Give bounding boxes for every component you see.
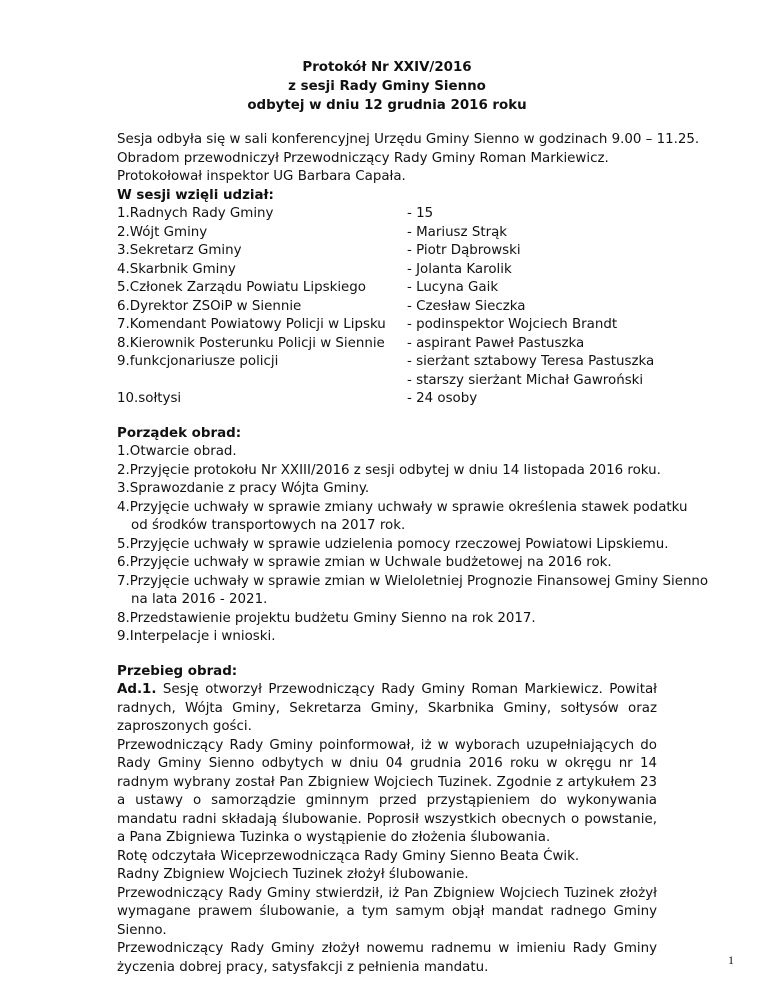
agenda-item-continuation: od środków transportowych na 2017 rok. [131,518,406,533]
ad1-label: Ad.1. [117,682,157,697]
participant-value: - Mariusz Strąk [407,224,508,240]
document-title [117,58,657,115]
participant-value: - Czesław Sieczka [407,298,526,314]
ad1-text: Sesję otworzył Przewodniczący Rady Gminy Roman Markiewicz. Powitał radnych, Wójta Gminy, Sekretarza Gminy, Skarbnika Gminy, sołtysów oraz zaproszonych gości. [117,682,657,734]
title-line-1: Protokół Nr XXIV/2016 [302,60,472,75]
intro-line-3: Protokołował inspektor UG Barbara Capała. [117,169,406,184]
participant-value: - podinspektor Wojciech Brandt [407,317,618,332]
page-number: 1 [728,953,734,967]
participant-label: 3.Sekretarz Gminy [117,243,242,258]
agenda-item: 4.Przyjęcie uchwały w sprawie zmiany uchwały w sprawie określenia stawek podatku [117,499,688,515]
participant-value: - Jolanta Karolik [407,261,512,277]
agenda-item-continuation: na lata 2016 - 2021. [131,592,268,607]
participant-row [117,335,657,354]
participant-row [117,372,657,391]
participant-label: 4.Skarbnik Gminy [117,261,236,277]
agenda-list [117,443,709,647]
participant-row [117,224,657,243]
agenda-item: 3.Sprawozdanie z pracy Wójta Gminy. [117,481,370,496]
proceedings-paragraph-ad1 [117,681,657,737]
participant-value: - 24 osoby [407,391,478,406]
participants-heading: W sesji wzięli udział: [117,187,274,203]
participant-value: - starszy sierżant Michał Gawroński [407,372,644,388]
document-page [117,58,709,977]
participant-row [117,390,657,409]
participant-row [117,279,657,298]
participant-value: - sierżant sztabowy Teresa Pastuszka [407,354,655,369]
proceedings-heading: Przebieg obrad: [117,663,238,679]
title-line-2: z sesji Rady Gminy Sienno [288,79,486,94]
participant-label: 5.Członek Zarządu Powiatu Lipskiego [117,280,366,295]
participant-value: - Piotr Dąbrowski [407,243,521,258]
participant-label: 7.Komendant Powiatowy Policji w Lipsku [117,317,386,332]
proceedings-paragraph: Rotę odczytała Wiceprzewodnicząca Rady Gminy Sienno Beata Ćwik. [117,848,580,864]
proceedings-paragraph: Przewodniczący Rady Gminy złożył nowemu radnemu w imieniu Rady Gminy życzenia dobrej pracy, satysfakcji z pełnienia mandatu. [117,941,657,975]
participant-value: - Lucyna Gaik [407,280,499,295]
participant-label: 6.Dyrektor ZSOiP w Siennie [117,298,302,314]
participant-value: - aspirant Paweł Pastuszka [407,335,585,351]
participant-label: 10.sołtysi [117,391,182,406]
proceedings-paragraph: Przewodniczący Rady Gminy stwierdził, iż Pan Zbigniew Wojciech Tuzinek złożył wymagane prawem ślubowanie, a tym samym objął mandat radnego Gminy Sienno. [117,885,657,938]
agenda-item: 2.Przyjęcie protokołu Nr XXIII/2016 z sesji odbytej w dniu 14 listopada 2016 roku. [117,462,661,478]
agenda-item: 5.Przyjęcie uchwały w sprawie udzielenia pomocy rzeczowej Powiatowi Lipskiemu. [117,536,669,552]
participant-label: 8.Kierownik Posterunku Policji w Siennie [117,335,385,351]
participant-row [117,298,657,317]
intro-line-2: Obradom przewodniczył Przewodniczący Rady Gminy Roman Markiewicz. [117,150,609,166]
participant-row [117,242,657,261]
proceedings-paragraph: Radny Zbigniew Wojciech Tuzinek złożył ślubowanie. [117,867,469,882]
participant-label [117,372,407,391]
agenda-item: 7.Przyjęcie uchwały w sprawie zmian w Wieloletniej Prognozie Finansowej Gminy Sienno [117,573,709,589]
participant-value: - 15 [407,206,434,221]
agenda-heading: Porządek obrad: [117,425,242,441]
participant-row [117,261,657,280]
participant-row [117,353,657,372]
participant-label: 2.Wójt Gminy [117,224,208,240]
participant-row [117,316,657,335]
agenda-item: 1.Otwarcie obrad. [117,444,237,459]
proceedings-paragraph: Przewodniczący Rady Gminy poinformował, iż w wyborach uzupełniających do Rady Gminy Sienno odbytych w dniu 04 grudnia 2016 roku w okręgu nr 14 radnym wybrany został Pan Zbigniew Wojciech Tuzinek. Zgodnie z artykułem 23 a ustawy o samorządzie gminnym przed przystąpieniem do wykonywania mandatu radni składają ślubowanie. Poprosił wszystkich obecnych o powstanie, a Pana Zbigniewa Tuzinka o wystąpienie do złożenia ślubowania. [117,737,657,845]
participants-list [117,205,657,409]
agenda-item: 6.Przyjęcie uchwały w sprawie zmian w Uchwale budżetowej na 2016 rok. [117,555,612,570]
agenda-item: 9.Interpelacje i wnioski. [117,629,276,644]
participant-row [117,205,657,224]
agenda-item: 8.Przedstawienie projektu budżetu Gminy Sienno na rok 2017. [117,610,536,626]
participant-label: 1.Radnych Rady Gminy [117,206,274,221]
participant-label: 9.funkcjonariusze policji [117,354,279,369]
intro-line-1: Sesja odbyła się w sali konferencyjnej Urzędu Gminy Sienno w godzinach 9.00 – 11.25. [117,132,700,147]
title-line-3: odbytej w dniu 12 grudnia 2016 roku [247,98,527,113]
